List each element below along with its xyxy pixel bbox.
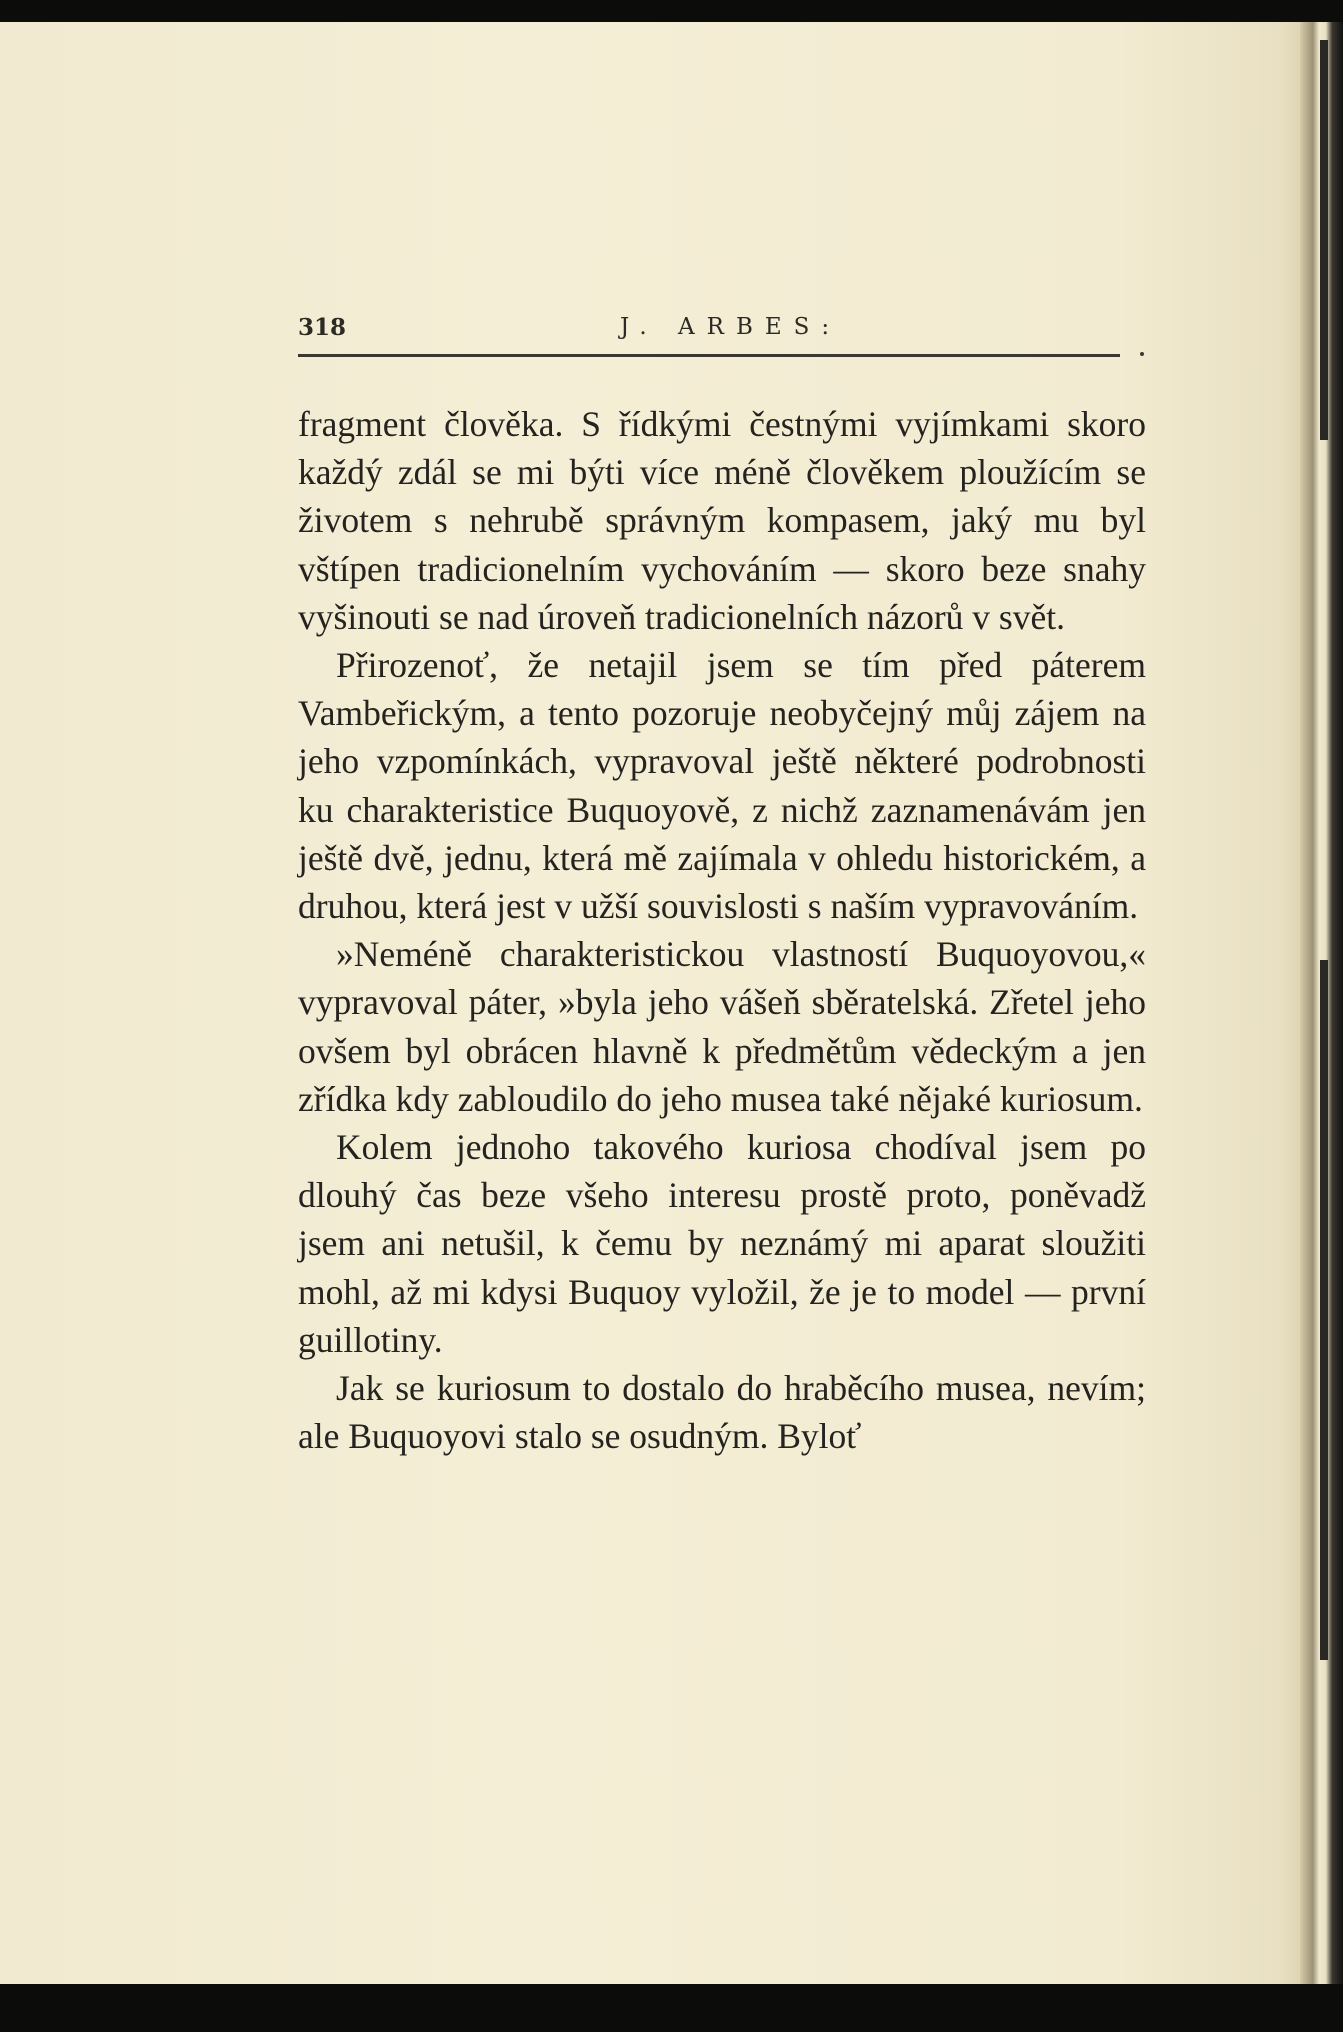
paragraph-5: Jak se kuriosum to dostalo do hraběcího musea, nevím; ale Buquoyovi stalo se osudným. Byloť — [298, 1368, 1146, 1457]
body-text — [298, 400, 1146, 1460]
page-number: 318 — [298, 314, 347, 341]
page-header — [298, 314, 1126, 354]
binding-shadow-lower — [1320, 960, 1328, 1660]
paragraph-4: Kolem jednoho takového kuriosa chodíval jsem po dlouhý čas beze všeho interesu prostě proto, poněvadž jsem ani netušil, k čemu by neznámý mi aparat sloužiti mohl, až mi kdysi Buquoy vyložil, že je to model — první guillotiny. — [298, 1127, 1146, 1360]
paragraph-2: Přirozenoť, že netajil jsem se tím před páterem Vambeřickým, a tento pozoruje neobyčejný můj zájem na jeho vzpomínkách, vypravoval ještě některé podrobnosti ku charakteristice Buquoyově, z nichž zaznamenávám jen ještě dvě, jednu, která mě zajímala v ohledu historickém, a druhou, která jest v užší souvislosti s naším vypravováním. — [298, 645, 1146, 927]
paragraph-1: fragment člověka. S řídkými čestnými vyjímkami skoro každý zdál se mi býti více méně člověkem ploužícím se životem s nehrubě správným kompasem, jaký mu byl vštípen tradicionelním vychováním — skoro beze snahy vyšinouti se nad úroveň tradicionelních názorů v svět. — [298, 404, 1146, 637]
binding-shadow — [1320, 40, 1328, 440]
header-rule — [298, 354, 1120, 357]
running-head: J. ARBES: — [620, 314, 842, 340]
paragraph-3: »Neméně charakteristickou vlastností Buquoyovou,« vypravoval páter, »byla jeho vášeň sběratelská. Zřetel jeho ovšem byl obrácen hlavně k předmětům vědeckým a jen zřídka kdy zabloudilo do jeho musea také nějaké kuriosum. — [298, 934, 1146, 1119]
header-rule-dot — [1140, 352, 1144, 356]
